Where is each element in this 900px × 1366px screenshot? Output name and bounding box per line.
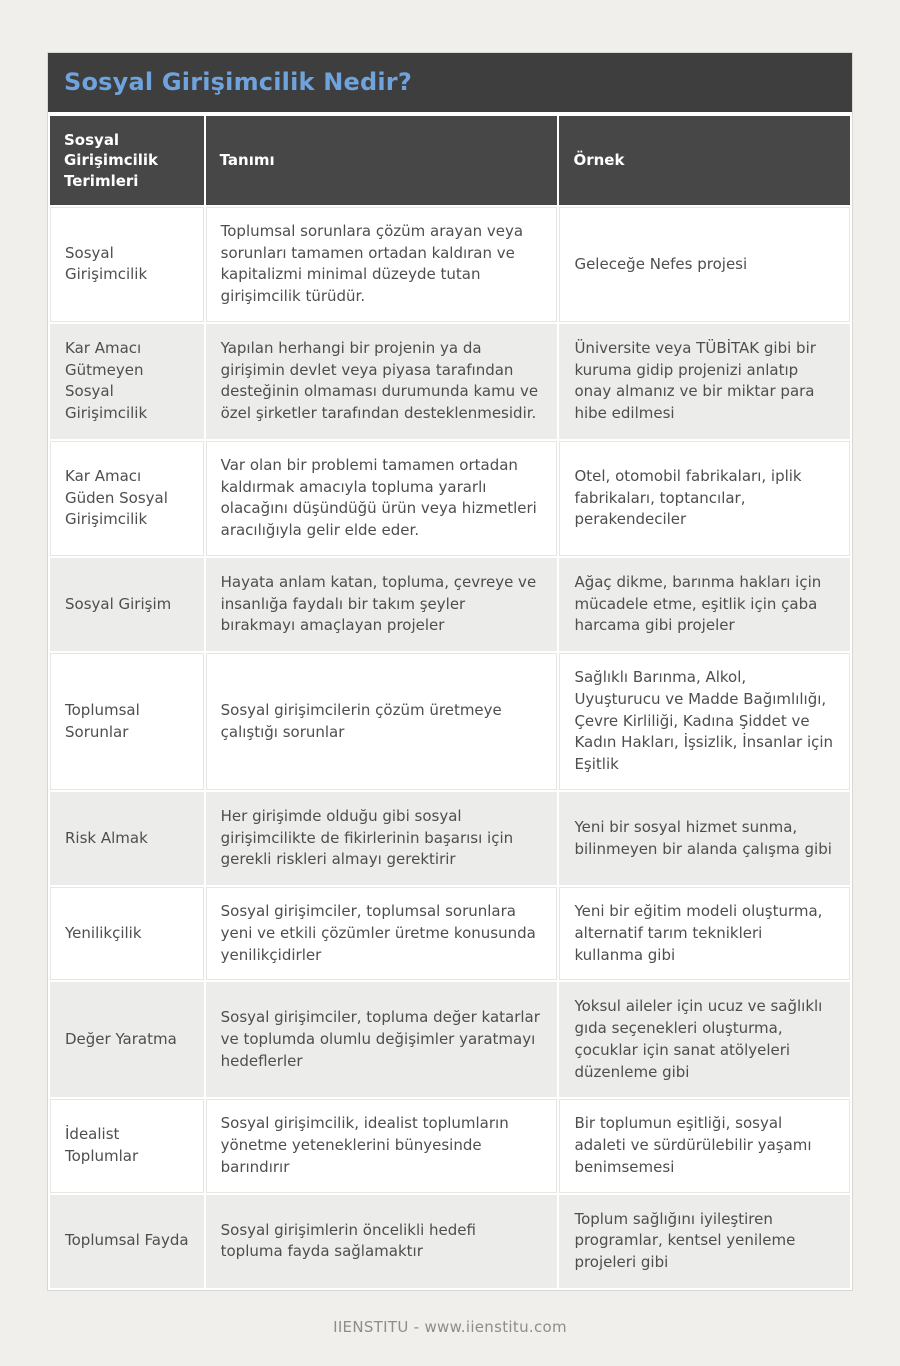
term-cell: Risk Almak bbox=[50, 792, 204, 885]
footer bbox=[0, 1317, 900, 1336]
table-row bbox=[50, 982, 850, 1097]
content-card bbox=[47, 52, 853, 1291]
table-row bbox=[50, 792, 850, 885]
page-title: Sosyal Girişimcilik Nedir? bbox=[64, 68, 412, 96]
column-header-terms: Sosyal Girişimcilik Terimleri bbox=[50, 116, 204, 205]
term-cell: İdealist Toplumlar bbox=[50, 1099, 204, 1192]
column-header-example: Örnek bbox=[559, 116, 850, 205]
definition-cell: Sosyal girişimcilerin çözüm üretmeye çalıştığı sorunlar bbox=[206, 653, 558, 790]
term-cell: Kar Amacı Güden Sosyal Girişimcilik bbox=[50, 441, 204, 556]
definition-cell: Toplumsal sorunlara çözüm arayan veya sorunları tamamen ortadan kaldıran ve kapitalizmi minimal düzeyde tutan girişimcilik türüdür. bbox=[206, 207, 558, 322]
page-title-bar bbox=[48, 53, 852, 114]
table-row bbox=[50, 887, 850, 980]
table-row bbox=[50, 207, 850, 322]
table-row bbox=[50, 1099, 850, 1192]
definition-cell: Hayata anlam katan, topluma, çevreye ve insanlığa faydalı bir takım şeyler bırakmayı amaçlayan projeler bbox=[206, 558, 558, 651]
footer-text: IIENSTITU - www.iienstitu.com bbox=[333, 1317, 567, 1336]
term-cell: Değer Yaratma bbox=[50, 982, 204, 1097]
definition-cell: Sosyal girişimlerin öncelikli hedefi topluma fayda sağlamaktır bbox=[206, 1195, 558, 1288]
term-cell: Yenilikçilik bbox=[50, 887, 204, 980]
table-row bbox=[50, 1195, 850, 1288]
example-cell: Sağlıklı Barınma, Alkol, Uyuşturucu ve Madde Bağımlılığı, Çevre Kirliliği, Kadına Şiddet ve Kadın Hakları, İşsizlik, İnsanlar için Eşitlik bbox=[559, 653, 850, 790]
table-row bbox=[50, 558, 850, 651]
column-header-definition: Tanımı bbox=[206, 116, 558, 205]
definition-cell: Var olan bir problemi tamamen ortadan kaldırmak amacıyla topluma yararlı olacağını düşündüğü ürün veya hizmetleri aracılığıyla gelir elde eder. bbox=[206, 441, 558, 556]
example-cell: Geleceğe Nefes projesi bbox=[559, 207, 850, 322]
table-row bbox=[50, 441, 850, 556]
example-cell: Yeni bir sosyal hizmet sunma, bilinmeyen bir alanda çalışma gibi bbox=[559, 792, 850, 885]
term-cell: Toplumsal Fayda bbox=[50, 1195, 204, 1288]
example-cell: Bir toplumun eşitliği, sosyal adaleti ve sürdürülebilir yaşamı benimsemesi bbox=[559, 1099, 850, 1192]
definition-cell: Yapılan herhangi bir projenin ya da girişimin devlet veya piyasa tarafından desteğinin olmaması durumunda kamu ve özel şirketler tarafından desteklenmesidir. bbox=[206, 324, 558, 439]
table-header-row bbox=[50, 116, 850, 205]
example-cell: Üniversite veya TÜBİTAK gibi bir kuruma gidip projenizi anlatıp onay almanız ve bir miktar para hibe edilmesi bbox=[559, 324, 850, 439]
table-body bbox=[50, 207, 850, 1288]
definition-cell: Sosyal girişimciler, topluma değer katarlar ve toplumda olumlu değişimler yaratmayı hedeflerler bbox=[206, 982, 558, 1097]
table-row bbox=[50, 653, 850, 790]
definition-cell: Sosyal girişimciler, toplumsal sorunlara yeni ve etkili çözümler üretme konusunda yenilikçidirler bbox=[206, 887, 558, 980]
example-cell: Otel, otomobil fabrikaları, iplik fabrikaları, toptancılar, perakendeciler bbox=[559, 441, 850, 556]
term-cell: Toplumsal Sorunlar bbox=[50, 653, 204, 790]
example-cell: Ağaç dikme, barınma hakları için mücadele etme, eşitlik için çaba harcama gibi projeler bbox=[559, 558, 850, 651]
term-cell: Kar Amacı Gütmeyen Sosyal Girişimcilik bbox=[50, 324, 204, 439]
definition-cell: Sosyal girişimcilik, idealist toplumların yönetme yeteneklerini bünyesinde barındırır bbox=[206, 1099, 558, 1192]
definition-cell: Her girişimde olduğu gibi sosyal girişimcilikte de fikirlerinin başarısı için gerekli riskleri almayı gerektirir bbox=[206, 792, 558, 885]
term-cell: Sosyal Girişim bbox=[50, 558, 204, 651]
term-cell: Sosyal Girişimcilik bbox=[50, 207, 204, 322]
terms-table bbox=[48, 114, 852, 1290]
table-row bbox=[50, 324, 850, 439]
example-cell: Toplum sağlığını iyileştiren programlar, kentsel yenileme projeleri gibi bbox=[559, 1195, 850, 1288]
example-cell: Yoksul aileler için ucuz ve sağlıklı gıda seçenekleri oluşturma, çocuklar için sanat atölyeleri düzenleme gibi bbox=[559, 982, 850, 1097]
example-cell: Yeni bir eğitim modeli oluşturma, alternatif tarım teknikleri kullanma gibi bbox=[559, 887, 850, 980]
